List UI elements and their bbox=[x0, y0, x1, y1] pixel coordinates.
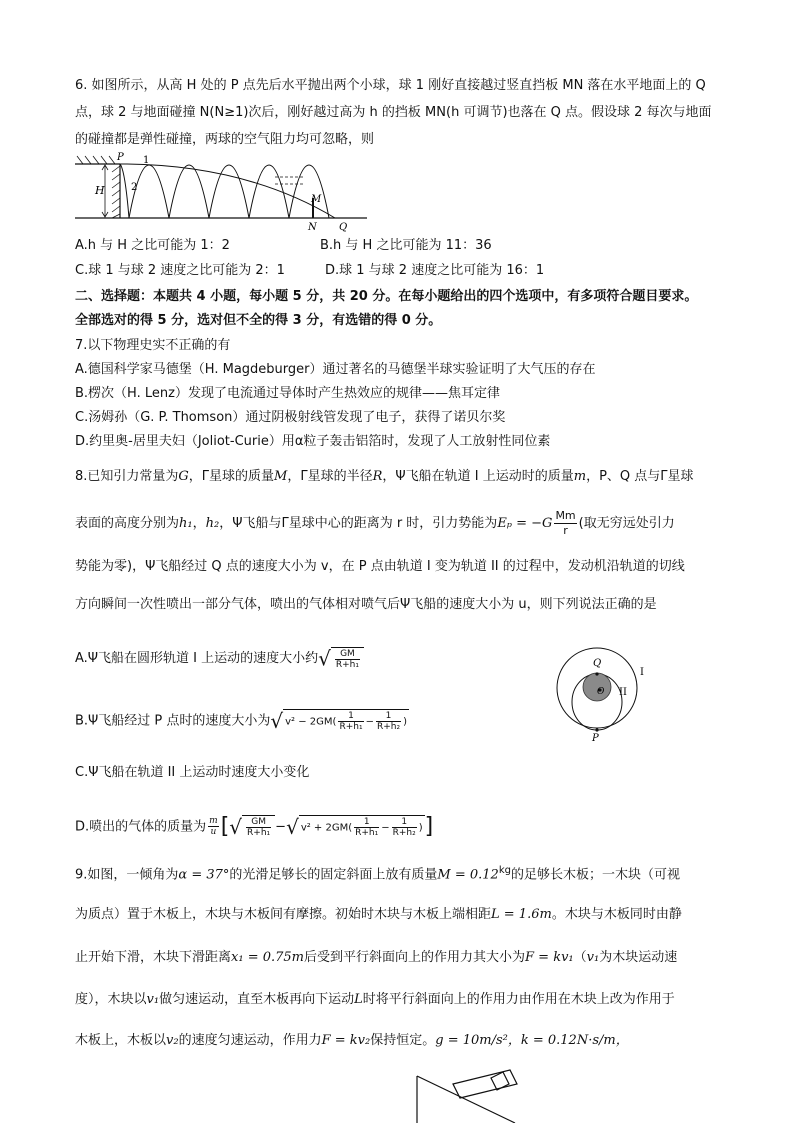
q8-d-sqrt2: v² + 2GM( $\frac{1}{\text{R+h₁}}$ − $\frac{1}{\text{R+h₂}}$ ) bbox=[300, 817, 423, 838]
q7-option-d: D.约里奥-居里夫妇（Joliot-Curie）用α粒子轰击铝箔时，发现了人工放射性同位素 bbox=[75, 434, 551, 449]
q8-d-one1: 1 bbox=[354, 817, 379, 828]
q9-stem-line3 bbox=[75, 948, 677, 968]
q8-option-a-fraction bbox=[335, 649, 360, 670]
q8-label-II: II bbox=[619, 687, 627, 698]
q7-option-a: A.德国科学家马德堡（H. Magdeburger）通过著名的马德堡半球实验证明了大气压的存在 bbox=[75, 362, 596, 377]
q8-ep-fraction bbox=[554, 509, 576, 538]
q8-d-gm: GM bbox=[246, 817, 271, 828]
q9-text-1b: 的光滑足够长的固定斜面上放有质量 bbox=[229, 867, 438, 883]
q9-L: L = 1.6m bbox=[491, 907, 552, 922]
q9-mass: M = 0.12 bbox=[437, 867, 499, 883]
q8-b-minus: − bbox=[365, 716, 374, 728]
q8-d-sqrt1 bbox=[242, 815, 275, 838]
q9-constants: g = 10m/s²，k = 0.12N·s/m， bbox=[435, 1033, 629, 1048]
q8-d-mu bbox=[208, 816, 219, 837]
q8-label-I: I bbox=[640, 667, 644, 678]
q9-stem-line2 bbox=[75, 905, 682, 925]
q8-label-Q: Q bbox=[593, 658, 602, 669]
q8-stem-line3: 势能为零)，Ψ飞船经过 Q 点的速度大小为 v，在 P 点由轨道 I 变为轨道 II 的过程中，发动机沿轨道的切线 bbox=[75, 559, 685, 574]
q9-text-5a: 木板上，木板以 bbox=[75, 1033, 167, 1048]
q8-text-1e: ，P、Q 点与Γ星球 bbox=[586, 469, 694, 484]
q6-label-Q: Q bbox=[339, 222, 348, 232]
q6-projectile-figure bbox=[75, 150, 375, 232]
q8-d-den: R+h₁ bbox=[247, 828, 271, 839]
q8-d-minus2: − bbox=[381, 822, 390, 834]
q8-sym-h1: h₁ bbox=[179, 516, 193, 531]
sqrt-icon: √ bbox=[229, 814, 243, 839]
q9-stem-line4 bbox=[75, 990, 675, 1010]
q8-d-minus: − bbox=[275, 819, 287, 835]
q9-alpha: α = 37° bbox=[178, 867, 230, 883]
q8-b-one1: 1 bbox=[338, 711, 363, 722]
q9-v1-b: v₁ bbox=[146, 992, 160, 1007]
q8-b-d1: R+h₁ bbox=[339, 722, 363, 732]
q8-d-frac2 bbox=[392, 817, 417, 838]
q9-stem-line5 bbox=[75, 1031, 629, 1051]
q9-text-4c: 时将平行斜面向上的作用力由作用在木块上改为作用于 bbox=[362, 992, 675, 1007]
sqrt-icon: √ bbox=[286, 814, 299, 839]
q8-d-m: m bbox=[209, 816, 218, 827]
q9-text-3b: 后受到平行斜面向上的作用力其大小为 bbox=[304, 950, 526, 965]
q6-stem-line3: 的碰撞都是弹性碰撞，两球的空气阻力均可忽略，则 bbox=[75, 132, 375, 147]
section2-header-line2: 全部选对的得 5 分，选对但不全的得 3 分，有选错的得 0 分。 bbox=[75, 313, 442, 328]
q8-sym-M: M bbox=[274, 469, 288, 484]
sqrt-icon: √ bbox=[318, 646, 331, 671]
q9-text-5c: 保持恒定。 bbox=[370, 1033, 436, 1048]
q8-text-1b: ，Γ星球的质量 bbox=[188, 469, 275, 484]
q6-label-M: M bbox=[311, 194, 322, 205]
q8-option-c: C.Ψ飞船在轨道 II 上运动时速度大小变化 bbox=[75, 765, 310, 780]
q8-text-1c: ，Γ星球的半径 bbox=[287, 469, 373, 484]
q8-b-one2: 1 bbox=[376, 711, 401, 722]
sqrt-icon: √ bbox=[270, 708, 284, 733]
q7-option-b: B.楞次（H. Lenz）发现了电流通过导体时产生热效应的规律——焦耳定律 bbox=[75, 386, 500, 401]
q9-F1: F = kv₁ bbox=[525, 950, 574, 965]
q9-text-2a: 为质点）置于木板上，木块与木板间有摩擦。初始时木块与木板上端相距 bbox=[75, 907, 492, 922]
q6-option-a: A.h 与 H 之比可能为 1：2 bbox=[75, 238, 230, 253]
q8-sep: ， bbox=[192, 516, 206, 531]
q8-sym-G: G bbox=[178, 469, 189, 484]
q8-d-d1: R+h₁ bbox=[355, 828, 379, 838]
q8-option-a-text: A.Ψ飞船在圆形轨道 I 上运动的速度大小约 bbox=[75, 651, 319, 666]
q8-a-den: R+h₁ bbox=[335, 660, 359, 670]
q6-option-c: C.球 1 与球 2 速度之比可能为 2：1 bbox=[75, 263, 285, 278]
q8-stem-line2 bbox=[75, 509, 675, 538]
q9-text-3d: 为木块运动速 bbox=[599, 950, 678, 965]
q8-d-u: u bbox=[210, 827, 217, 838]
q8-text-1a: 8.已知引力常量为 bbox=[75, 469, 179, 484]
q8-b-frac2 bbox=[376, 711, 401, 732]
q9-v2: v₂ bbox=[166, 1033, 179, 1048]
q9-x1: x₁ = 0.75m bbox=[231, 950, 304, 965]
q9-text-4a: 度），木块以 bbox=[75, 992, 147, 1007]
q8-formula-ep: Eₚ = −G bbox=[497, 516, 553, 531]
q9-kg: kg bbox=[498, 865, 511, 876]
q8-ep-num: Mm bbox=[555, 509, 576, 522]
q8-a-num: GM bbox=[335, 649, 360, 660]
q8-option-b-sqrt: v² − 2GM( $\frac{1}{\text{R+h₁}}$ − $\frac{1}{\text{R+h₂}}$ ) bbox=[285, 711, 407, 732]
q8-b-v2: v² − 2GM bbox=[285, 716, 333, 728]
q6-label-ball1: 1 bbox=[143, 155, 150, 166]
q8-orbit-figure bbox=[548, 642, 658, 742]
q8-option-d: D.喷出的气体的质量为 $\frac{m}{u}$ [√ $\frac{GM}{\text{R+h₁}}$ −√ v² + 2GM( $\frac{1}{\text{R+h₁}}$ − $\frac{1}{\text{R+h₂}}$ )] bbox=[75, 813, 434, 839]
q7-stem: 7.以下物理史实不正确的有 bbox=[75, 338, 231, 353]
q8-option-d-text: D.喷出的气体的质量为 bbox=[75, 819, 207, 835]
q8-stem-line1 bbox=[75, 467, 694, 487]
q8-d-d2: R+h₂ bbox=[392, 828, 416, 838]
q8-d-v2: v² + 2GM bbox=[300, 822, 349, 834]
q8-sym-R: R bbox=[372, 469, 383, 484]
q8-b-d2: R+h₂ bbox=[376, 722, 401, 732]
q8-label-P: P bbox=[592, 733, 599, 742]
q6-stem-line2: 点，球 2 与地面碰撞 N(N≥1)次后，刚好越过高为 h 的挡板 MN(h 可调节)也落在 Q 点。假设球 2 每次与地面 bbox=[75, 105, 712, 120]
q9-text-5b: 的速度匀速运动，作用力 bbox=[178, 1033, 322, 1048]
q9-stem-line1 bbox=[75, 861, 680, 885]
q8-option-b bbox=[75, 709, 409, 733]
q9-text-1c: 的足够长木板；一木块（可视 bbox=[510, 867, 680, 883]
q6-label-ball2: 2 bbox=[131, 182, 138, 193]
q6-option-d: D.球 1 与球 2 速度之比可能为 16：1 bbox=[325, 263, 545, 278]
q6-stem-line1: 6. 如图所示，从高 H 处的 P 点先后水平抛出两个小球，球 1 刚好直接越过竖直挡板 MN 落在水平地面上的 Q bbox=[75, 78, 706, 93]
q9-text-1a: 9.如图，一倾角为 bbox=[75, 867, 179, 883]
q8-stem-line4: 方向瞬间一次性喷出一部分气体，喷出的气体相对喷气后Ψ飞船的速度大小为 u，则下列说法正确的是 bbox=[75, 597, 657, 612]
q9-text-2b: 。木块与木板同时由静 bbox=[551, 907, 682, 922]
q8-option-b-text: B.Ψ飞船经过 P 点时的速度大小为 bbox=[75, 713, 271, 729]
q8-d-frac-gm bbox=[246, 817, 271, 838]
q8-b-frac1 bbox=[338, 711, 363, 732]
q6-label-P: P bbox=[117, 152, 124, 163]
q9-text-4b: 做匀速运动，直至木板再向下运动 bbox=[159, 992, 355, 1007]
q8-d-frac1 bbox=[354, 817, 379, 838]
q8-text-2a: 表面的高度分别为 bbox=[75, 516, 180, 531]
q8-ep-den: r bbox=[563, 524, 568, 537]
q7-option-c: C.汤姆孙（G. P. Thomson）通过阴极射线管发现了电子，获得了诺贝尔奖 bbox=[75, 410, 506, 425]
q6-option-b: B.h 与 H 之比可能为 11：36 bbox=[320, 238, 492, 253]
q8-sym-h2: h₂ bbox=[205, 516, 220, 531]
q9-text-3c: （ bbox=[573, 950, 587, 965]
q8-d-one2: 1 bbox=[392, 817, 417, 828]
q8-text-2b: ，Ψ飞船与Γ星球中心的距离为 r 时，引力势能为 bbox=[219, 516, 498, 531]
q8-option-a bbox=[75, 647, 364, 670]
q9-v1: v₁ bbox=[586, 950, 600, 965]
q8-text-1d: ，Ψ飞船在轨道 I 上运动时的质量 bbox=[382, 469, 574, 484]
q9-incline-figure bbox=[405, 1068, 555, 1123]
q9-F2: F = kv₂ bbox=[321, 1033, 371, 1048]
q6-label-H: H bbox=[95, 184, 105, 197]
q9-text-3a: 止开始下滑，木块下滑距离 bbox=[75, 950, 232, 965]
q8-label-O: O bbox=[597, 687, 605, 697]
q8-sym-m: m bbox=[573, 469, 587, 484]
section2-header-line1: 二、选择题：本题共 4 小题，每小题 5 分，共 20 分。在每小题给出的四个选项中，有多项符合题目要求。 bbox=[75, 289, 698, 304]
q8-option-a-sqrt bbox=[331, 647, 364, 670]
q8-text-2c: (取无穷远处引力 bbox=[578, 516, 675, 531]
q6-label-N: N bbox=[308, 222, 317, 232]
q9-L-b: L bbox=[354, 992, 363, 1007]
